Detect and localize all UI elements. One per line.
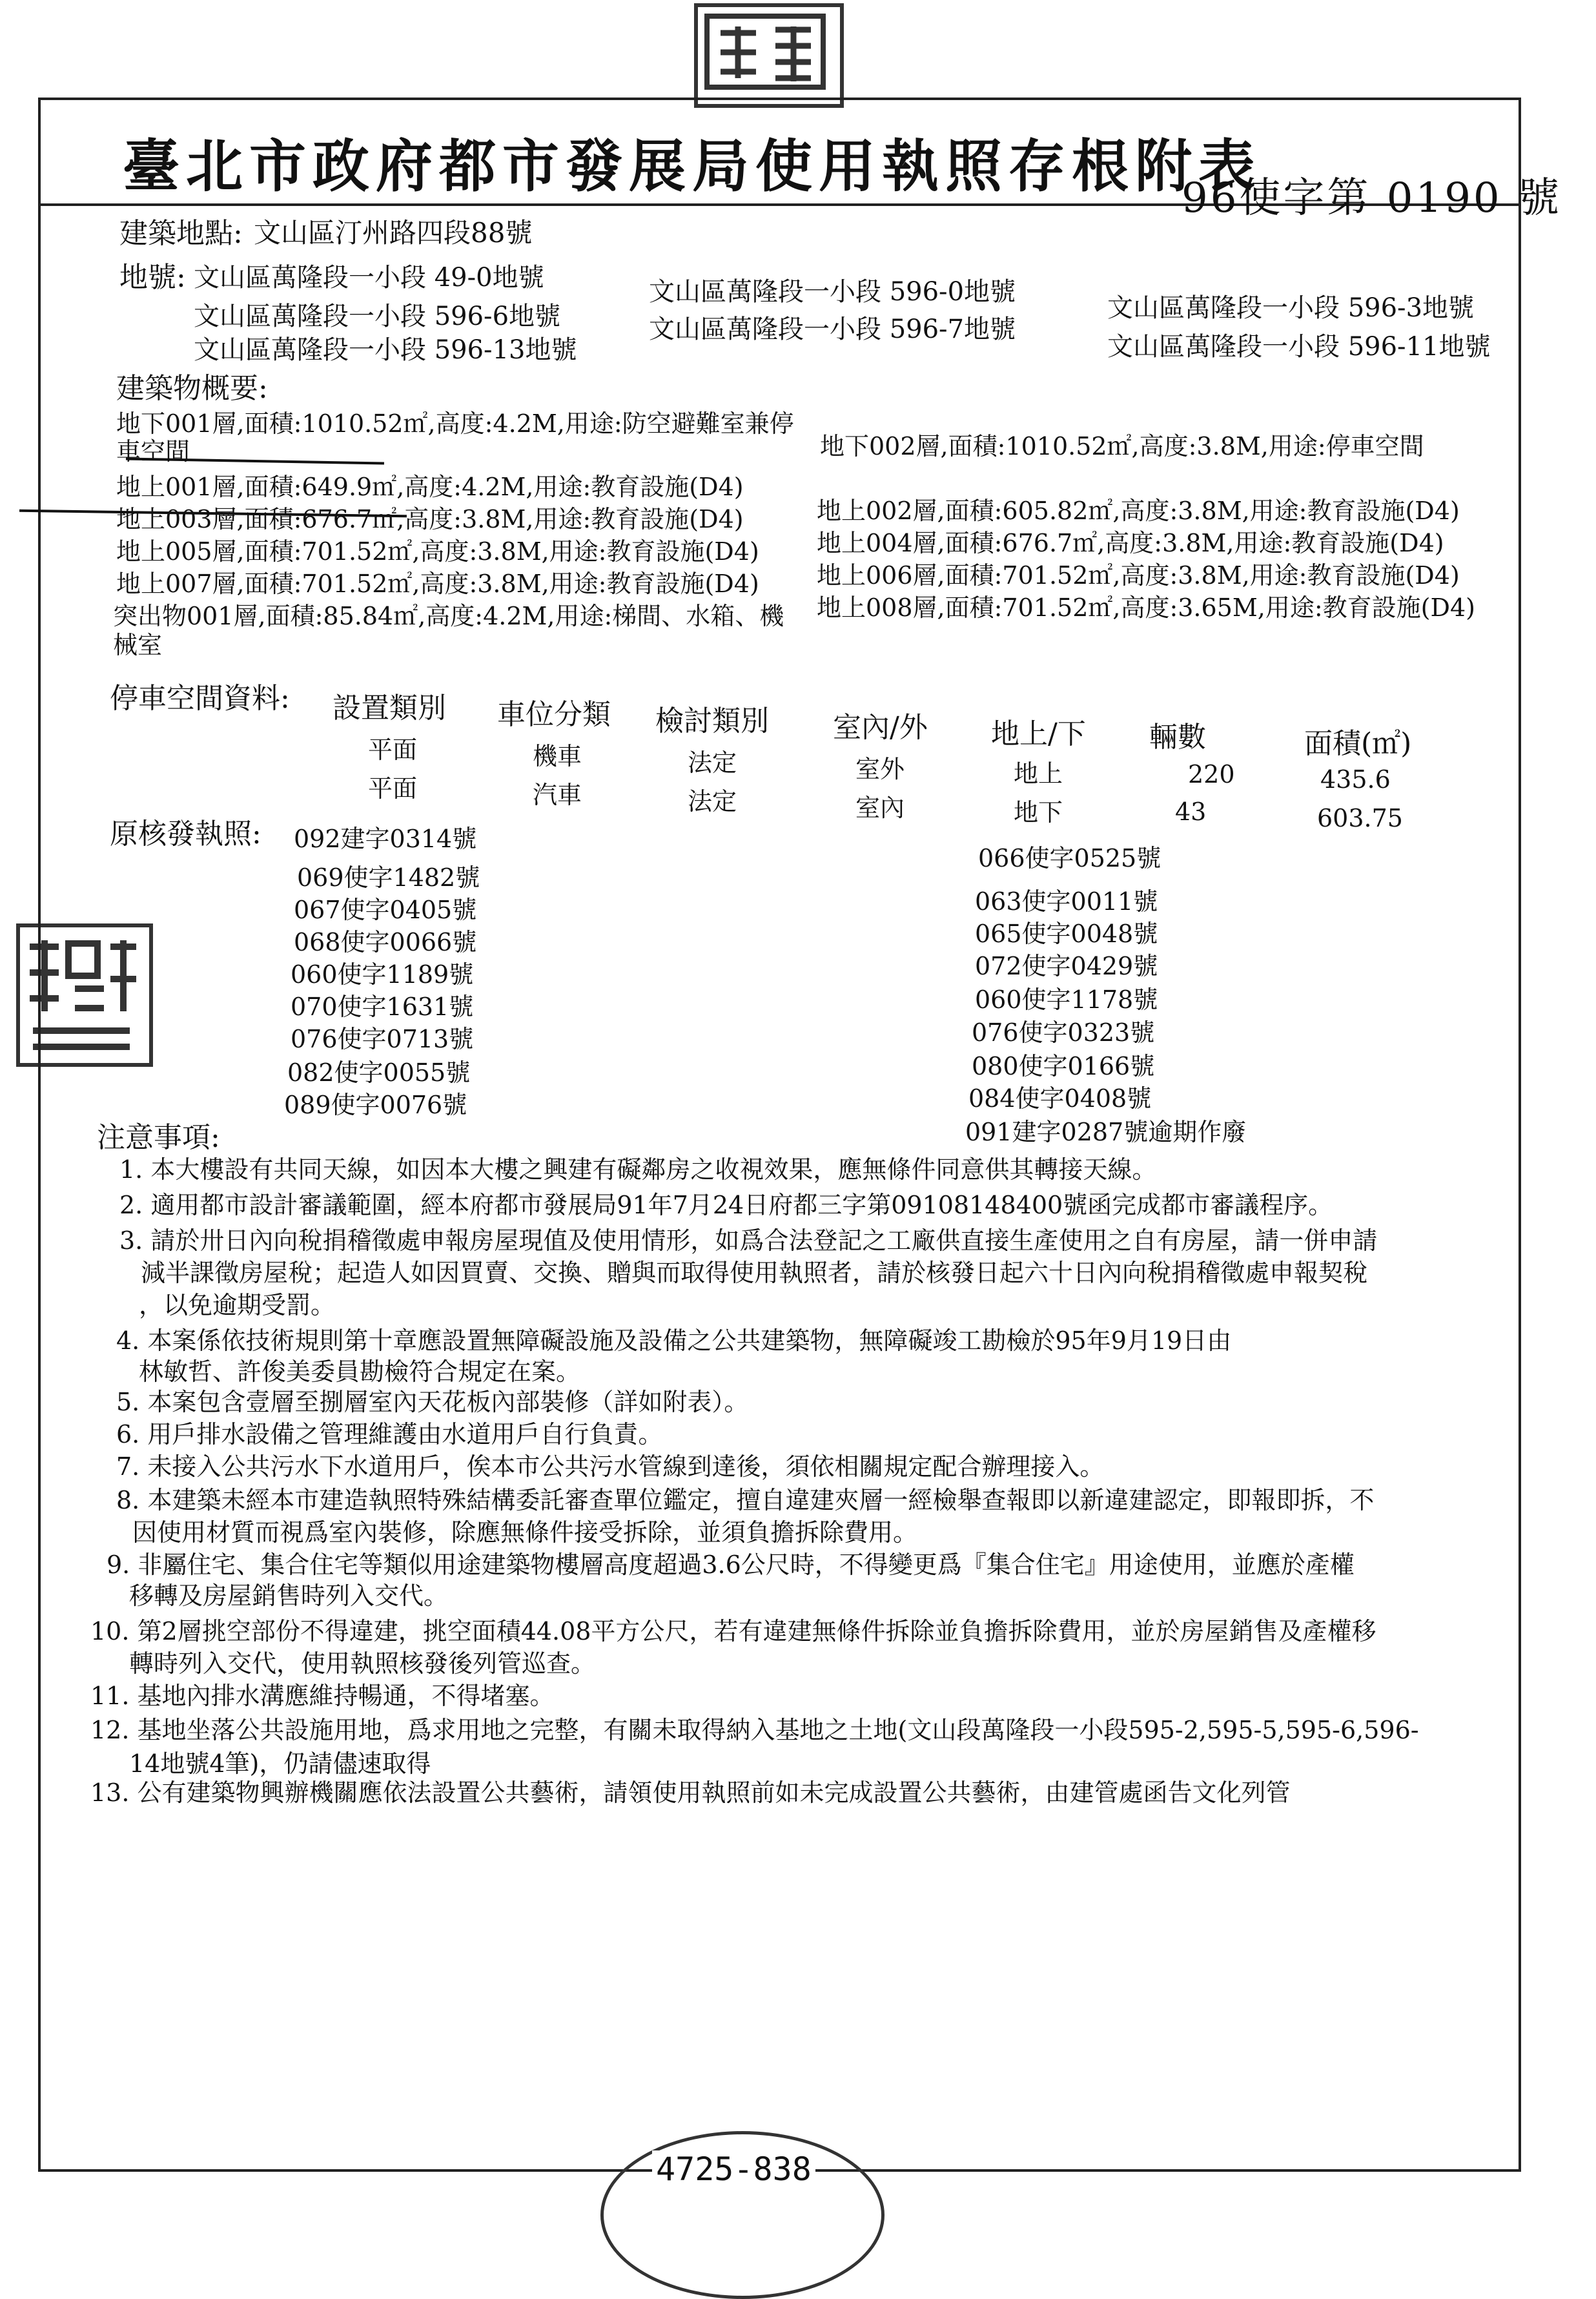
note-line: 轉時列入交代，使用執照核發後列管巡查。: [129, 1649, 596, 1678]
floor-line: 地上003層,面積:676.7㎡,高度:3.8M,用途:教育設施(D4): [116, 505, 744, 533]
parking-cell: 機車: [533, 742, 582, 770]
permit-item: 060使字1189號: [291, 960, 474, 989]
lot-item: 文山區萬隆段一小段 596-3地號: [1107, 293, 1475, 323]
parking-cell: 汽車: [533, 781, 582, 809]
permit-number: 96使字第 0190 號: [1182, 174, 1562, 222]
permit-item: 091建字0287號逾期作廢: [965, 1118, 1247, 1146]
note-line: 13. 公有建築物興辦機關應依法設置公共藝術，請領使用執照前如未完成設置公共藝術，由建管處函告文化列管: [90, 1778, 1291, 1807]
parking-header: 設置類別: [332, 692, 446, 725]
seal-number: 4725-838: [652, 2150, 815, 2188]
floor-line: 地上008層,面積:701.52㎡,高度:3.65M,用途:教育設施(D4): [817, 593, 1475, 622]
floor-line: 地下002層,面積:1010.52㎡,高度:3.8M,用途:停車空間: [820, 432, 1424, 460]
parking-header: 檢討類別: [655, 705, 769, 737]
address-value: 文山區汀州路四段88號: [254, 217, 533, 249]
permit-item: 067使字0405號: [294, 896, 477, 924]
note-line: 9. 非屬住宅、集合住宅等類似用途建築物樓層高度超過3.6公尺時，不得變更爲『集合住宅』用途使用，並應於產權: [107, 1551, 1355, 1579]
top-seal-stamp: [694, 3, 844, 108]
parking-cell: 室內: [855, 794, 905, 822]
permit-item: 069使字1482號: [297, 863, 480, 892]
lot-item: 文山區萬隆段一小段 596-7地號: [649, 314, 1016, 344]
permit-item: 080使字0166號: [972, 1052, 1155, 1080]
note-line: 減半課徵房屋稅；起造人如因買賣、交換、贈與而取得使用執照者，請於核發日起六十日內向稅捐稽徵處申報契稅: [141, 1259, 1368, 1287]
permit-item: 066使字0525號: [978, 844, 1161, 872]
floor-line: 地下001層,面積:1010.52㎡,高度:4.2M,用途:防空避難室兼停: [116, 409, 794, 438]
lots-label: 地號:: [119, 261, 186, 294]
floor-line: 地上004層,面積:676.7㎡,高度:3.8M,用途:教育設施(D4): [817, 529, 1444, 557]
floor-line: 地上005層,面積:701.52㎡,高度:3.8M,用途:教育設施(D4): [116, 537, 759, 566]
permit-item: 082使字0055號: [287, 1058, 471, 1087]
permit-item: 060使字1178號: [975, 985, 1158, 1014]
permit-item: 076使字0713號: [291, 1025, 474, 1053]
floor-line: 車空間: [116, 437, 190, 466]
lot-item: 文山區萬隆段一小段 49-0地號: [194, 263, 544, 293]
parking-cell: 室外: [855, 755, 905, 783]
parking-header: 輛數: [1149, 721, 1206, 754]
parking-cell: 43: [1175, 798, 1207, 826]
permit-item: 070使字1631號: [291, 993, 474, 1021]
floor-line: 突出物001層,面積:85.84㎡,高度:4.2M,用途:梯間、水箱、機: [113, 602, 784, 630]
lot-item: 文山區萬隆段一小段 596-0地號: [649, 277, 1016, 307]
notes-label: 注意事項:: [97, 1121, 220, 1154]
parking-header: 面積(㎡): [1304, 727, 1412, 760]
note-line: 6. 用戶排水設備之管理維護由水道用戶自行負責。: [116, 1420, 663, 1448]
parking-cell: 220: [1188, 760, 1235, 789]
permit-item: 089使字0076號: [284, 1091, 467, 1119]
note-line: 1. 本大樓設有共同天線，如因本大樓之興建有礙鄰房之收視效果，應無條件同意供其轉接天線。: [119, 1155, 1157, 1184]
floor-line: 地上002層,面積:605.82㎡,高度:3.8M,用途:教育設施(D4): [817, 497, 1460, 525]
note-line: ，以免逾期受罰。: [139, 1291, 336, 1319]
permit-item: 092建字0314號: [294, 825, 477, 853]
permit-item: 068使字0066號: [294, 928, 477, 956]
note-line: 11. 基地內排水溝應維持暢通，不得堵塞。: [90, 1682, 555, 1710]
lot-item: 文山區萬隆段一小段 596-11地號: [1107, 332, 1491, 362]
note-line: 10. 第2層挑空部份不得違建，挑空面積44.08平方公尺，若有違建無條件拆除並負擔拆除費用，並於房屋銷售及產權移: [90, 1617, 1376, 1645]
note-line: 3. 請於卅日內向稅捐稽徵處申報房屋現值及使用情形，如爲合法登記之工廠供直接生產使用之自有房屋，請一併申請: [119, 1226, 1378, 1255]
original-permits-label: 原核發執照:: [110, 818, 261, 851]
address-label: 建築地點:: [119, 217, 243, 250]
parking-header: 地上/下: [991, 717, 1086, 750]
note-line: 移轉及房屋銷售時列入交代。: [129, 1582, 449, 1610]
lot-item: 文山區萬隆段一小段 596-6地號: [194, 302, 561, 331]
parking-cell: 法定: [688, 748, 737, 777]
permit-item: 063使字0011號: [975, 887, 1158, 916]
permit-item: 076使字0323號: [972, 1018, 1155, 1047]
floor-line: 械室: [113, 631, 163, 659]
floor-line: 地上007層,面積:701.52㎡,高度:3.8M,用途:教育設施(D4): [116, 570, 759, 598]
note-line: 4. 本案係依技術規則第十章應設置無障礙設施及設備之公共建築物，無障礙竣工勘檢於95年9月19日由: [116, 1326, 1232, 1355]
parking-cell: 地上: [1014, 759, 1063, 788]
parking-cell: 法定: [688, 787, 737, 816]
note-line: 7. 未接入公共污水下水道用戶，俟本市公共污水管線到達後，須依相關規定配合辦理接入。: [116, 1452, 1105, 1481]
parking-cell: 603.75: [1317, 804, 1403, 832]
note-line: 5. 本案包含壹層至捌層室內天花板內部裝修（詳如附表）。: [116, 1388, 749, 1416]
floor-line: 地上006層,面積:701.52㎡,高度:3.8M,用途:教育設施(D4): [817, 561, 1460, 590]
note-line: 8. 本建築未經本市建造執照特殊結構委託審查單位鑑定，擅自違建夾層一經檢舉查報即以新違建認定，即報即拆，不: [116, 1486, 1375, 1514]
parking-cell: 435.6: [1320, 765, 1391, 794]
parking-label: 停車空間資料:: [110, 682, 290, 715]
building-label: 建築物概要:: [116, 372, 268, 405]
parking-header: 室內/外: [833, 711, 928, 744]
note-line: 因使用材質而視爲室內裝修，除應無條件接受拆除，並須負擔拆除費用。: [132, 1518, 918, 1547]
permit-item: 065使字0048號: [975, 920, 1158, 948]
note-line: 14地號4筆)，仍請儘速取得: [129, 1749, 431, 1778]
parking-cell: 平面: [368, 774, 418, 803]
parking-cell: 地下: [1014, 798, 1063, 827]
note-line: 2. 適用都市設計審議範圍，經本府都市發展局91年7月24日府都三字第09108148400號函完成都市審議程序。: [119, 1191, 1333, 1219]
parking-cell: 平面: [368, 736, 418, 764]
floor-line: 地上001層,面積:649.9㎡,高度:4.2M,用途:教育設施(D4): [116, 473, 744, 501]
note-line: 12. 基地坐落公共設施用地，爲求用地之完整，有關未取得納入基地之土地(文山段萬隆段一小段595-2,595-5,595-6,596-: [90, 1716, 1419, 1744]
lot-item: 文山區萬隆段一小段 596-13地號: [194, 335, 577, 365]
parking-header: 車位分類: [497, 698, 611, 731]
note-line: 林敏哲、許俊美委員勘檢符合規定在案。: [139, 1357, 581, 1386]
permit-item: 084使字0408號: [968, 1084, 1152, 1113]
document-title: 臺北市政府都市發展局使用執照存根附表: [123, 132, 1262, 200]
permit-item: 072使字0429號: [975, 952, 1158, 980]
